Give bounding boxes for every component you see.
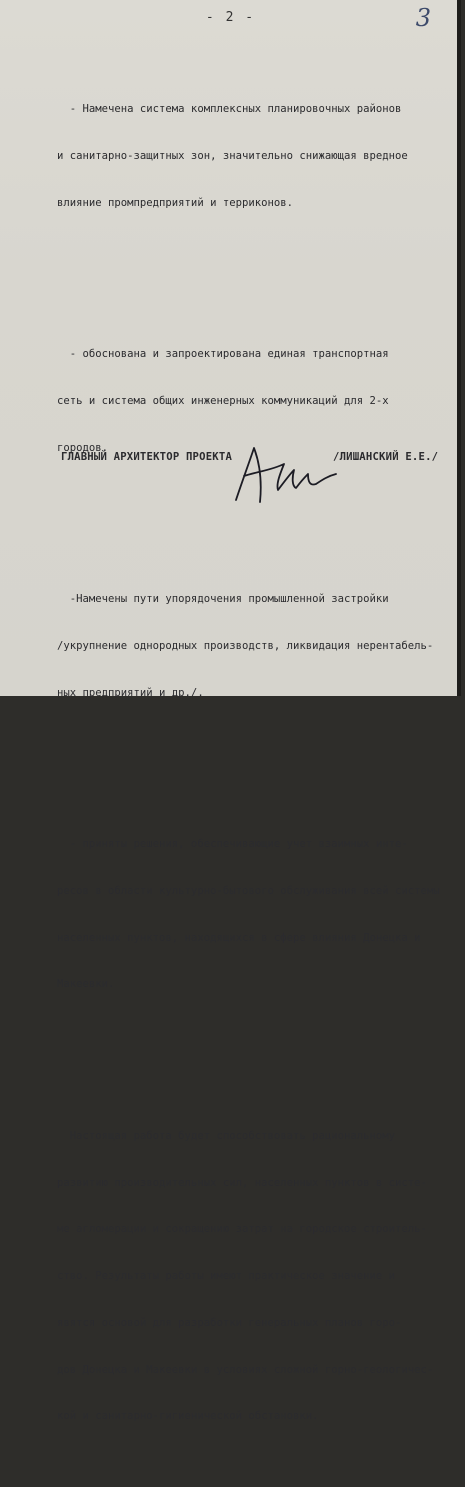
signatory-name: /ЛИШАНСКИЙ Е.Е./ — [333, 451, 439, 463]
text-line: сеть и система общих инженерных коммуникаций для 2-х — [57, 395, 389, 408]
text-line: ме агломерации и сокращению затрат на городское строитель- — [57, 1223, 427, 1236]
text-line: - Намечена система комплексных планировочных районов — [57, 103, 402, 116]
text-line: ство. Результаты работы имеют практическое значение и — [57, 1270, 396, 1283]
paragraph — [57, 806, 457, 1024]
text-line: ных предприятий и др./. — [57, 686, 204, 699]
text-line: ресов в области культурно-бытового обслуживания всей системы — [57, 884, 440, 897]
text-line: дов Донецка и Макеевки в условиях сложной горно-геологичес- — [57, 1363, 434, 1376]
handwritten-page-mark: 3 — [415, 4, 431, 32]
text-line: явятся основой для разработки генеральных планов горо- — [57, 1316, 402, 1329]
text-line: /укрупнение однородных производств, ликвидация нерентабель- — [57, 639, 434, 652]
text-line: населенных пунктов, находящихся в сфере влияния Донецка и — [57, 931, 421, 944]
handwritten-signature — [232, 430, 342, 510]
page-edge-shadow — [457, 0, 461, 696]
signatory-title: ГЛАВНЫЙ АРХИТЕКТОР ПРОЕКТА — [61, 451, 233, 463]
text-line: Макеевки. — [57, 978, 115, 991]
document-body — [57, 40, 457, 1487]
text-line: и санитарно-защитных зон, значительно снижающая вредное — [57, 150, 408, 163]
text-line: влияние промпредприятий и терриконов. — [57, 196, 293, 209]
page-number: - 2 - — [205, 10, 256, 25]
paragraph — [57, 71, 457, 243]
paragraph — [57, 1098, 457, 1457]
text-line: городов. — [57, 441, 109, 454]
text-line: развитию производительных сил, населенных пунктов в систе- — [57, 1176, 427, 1189]
text-line: -Намечены пути упорядочения промышленной застройки — [57, 593, 389, 606]
text-line: - приняты решения, обеспечивающие учет взаимных инте- — [57, 838, 408, 851]
paragraph — [57, 561, 457, 733]
text-line: - обоснована и запроектирована единая транспортная — [57, 348, 389, 361]
text-line: кой и санитарно-гигиенической обстановки. — [57, 1410, 319, 1423]
text-line: Настоящая работа будет способствовать рациональному — [57, 1129, 396, 1142]
